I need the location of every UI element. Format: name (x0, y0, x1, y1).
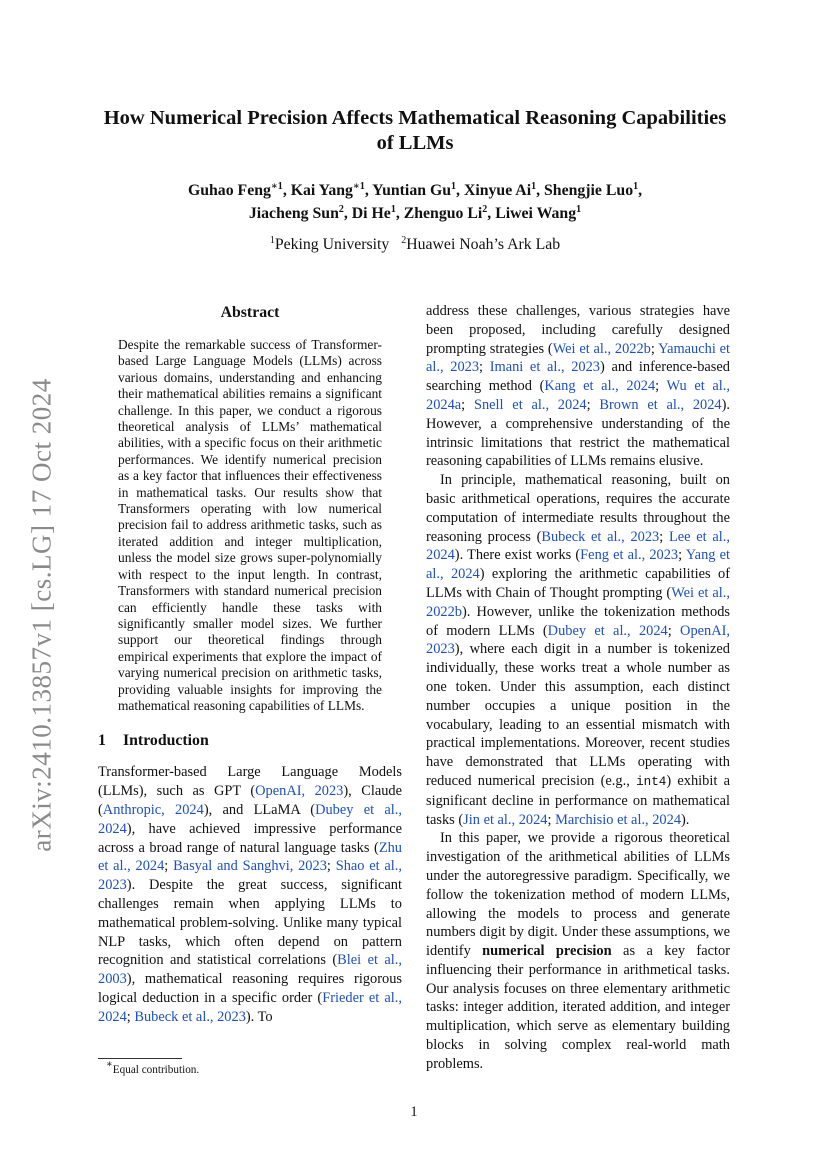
text-run: ; (547, 811, 556, 828)
citation-link[interactable]: Wei et al., 2022b (552, 340, 651, 357)
text-run: ; (479, 359, 490, 376)
text-run: In principle, mathematical reasoning, built on basic arithmetical operations, requires the accurate computation of intermediate results throughout the reasoning process ( (426, 472, 730, 545)
citation-link[interactable]: Brown et al., 2024 (599, 396, 722, 413)
citation-link[interactable]: Marchisio et al., 2024 (555, 811, 682, 828)
text-run: ). However, a comprehensive understanding of the intrinsic limitations that restrict the mathematical reasoning capabilities of LLMs remains elusive. (426, 396, 730, 470)
affil-mark: 2 (401, 235, 407, 246)
citation-link[interactable]: Anthropic, 2024 (102, 801, 204, 818)
citation-link[interactable]: Shao et al., 2023 (98, 858, 402, 894)
abstract-heading: Abstract (220, 304, 280, 321)
text-run: Transformer-based Large Language Models (LLMs), such as GPT ( (98, 764, 402, 800)
author-affiliation-mark: 2 (338, 204, 344, 215)
author-name: Kai Yang (290, 182, 353, 199)
author-affiliation-mark: 1 (531, 181, 537, 192)
footnote-mark: ∗ (106, 1059, 113, 1070)
section-title: Introduction (123, 732, 209, 750)
text-run: ), mathematical reasoning requires rigorous logical deduction in a specific order ( (98, 971, 402, 1006)
citation-link[interactable]: Imani et al., 2023 (489, 359, 601, 376)
intro-paragraph-3 (426, 829, 730, 1073)
text-run: ), where each digit in a number is tokenized individually, these works treat a whole number as one token. Under this assumption, each distinct number occupies a unique position in the vocabulary, leading to an essential mismatch with practical implementations. Moreover, recent studies have demonstrated that LLMs operating with reduced numerical precision (e.g., (426, 641, 730, 789)
footnote (106, 1059, 200, 1076)
citation-link[interactable]: Blei et al., 2003 (98, 952, 402, 988)
citation-link[interactable]: Jin et al., 2024 (463, 811, 548, 828)
author-affiliation-mark: 1 (451, 181, 457, 192)
affil-mark: 1 (269, 235, 275, 246)
author-line-1: Guhao Feng$^{∗1}$, Kai Yang$^{∗1}$, Yuntian Gu$^1$, Xinyue Ai$^1$, Shengjie Luo$^1$, (187, 181, 643, 199)
author-affiliation-mark: 2 (482, 204, 488, 215)
left-column (98, 304, 402, 1027)
text-run: ) and inference-based searching method ( (426, 359, 730, 395)
author-affiliation-mark: ∗1 (270, 181, 283, 192)
intro-paragraph-2 (426, 471, 730, 829)
text-run: ; (650, 340, 659, 357)
citation-link[interactable]: Bubeck et al., 2023 (541, 528, 660, 545)
citation-link[interactable]: Dubey et al., 2024 (547, 622, 668, 639)
citation-link[interactable]: Dubey et al., 2024 (98, 801, 402, 837)
citation-link[interactable]: Yamauchi et al., 2023 (426, 340, 731, 376)
text-run: ; (659, 528, 669, 545)
text-run: ; (586, 396, 600, 413)
text-run: address these challenges, various strategies have been proposed, including carefully designed prompting strategies ( (426, 303, 730, 357)
citation-link[interactable]: Zhu et al., 2024 (98, 839, 402, 875)
section-heading (98, 732, 402, 750)
right-column (426, 302, 730, 1074)
citation-link[interactable]: Lee et al., 2024 (426, 528, 730, 564)
page-number: 1 (410, 1104, 418, 1120)
citation-link[interactable]: Basyal and Sanghvi, 2023 (173, 858, 327, 875)
author-name: Shengjie Luo (544, 182, 634, 199)
footnote-text: Equal contribution. (112, 1064, 200, 1076)
arxiv-sidebar (22, 360, 62, 870)
author-affiliation-mark: ∗1 (352, 181, 365, 192)
author-name: Liwei Wang (495, 205, 577, 222)
text-run: ; (326, 858, 336, 875)
abstract-text: Despite the remarkable success of Transformer-based Large Language Models (LLMs) across various domains, understanding and enhancing their mathematical abilities remains a significant challenge. In this paper, we conduct a rigorous theoretical analysis of LLMs’ mathematical abilities, with a specific focus on their arithmetic performances. We identify numerical precision as a key factor that influences their effectiveness in mathematical tasks. Our results show that Transformers operating with low numerical precision fail to address arithmetic tasks, such as iterated addition and integer multiplication, unless the model size grows super-polynomially with respect to the input length. In contrast, Transformers with standard numerical precision can efficiently handle these tasks with significantly smaller model sizes. We further support our theoretical findings through empirical experiments that explore the impact of varying numerical precision on arithmetic tasks, providing valuable insights for improving the mathematical reasoning capabilities of LLMs. (118, 337, 382, 713)
citation-link[interactable]: Frieder et al., 2024 (98, 989, 402, 1025)
text-run: In this paper, we provide a rigorous theoretical investigation of the arithmetical abilities of LLMs under the autoregressive paradigm. Specifically, we follow the tokenization method of modern LLMs, allowing the models to process and generate numbers digit by digit. Under these assumptions, we identify (426, 830, 730, 960)
text-run: ). To (245, 1008, 273, 1025)
author-name: Jiacheng Sun (248, 205, 339, 222)
citation-link[interactable]: Wu et al., 2024a (426, 378, 730, 413)
author-name: Xinyue Ai (463, 182, 532, 199)
text-run: ). There exist works ( (454, 547, 581, 564)
text-run: ; (164, 858, 174, 875)
citation-link[interactable]: Wei et al., 2022b (426, 584, 730, 620)
author-name: Di He (351, 205, 391, 222)
section-number: 1 (98, 732, 106, 750)
bold-term: numerical precision (482, 943, 612, 960)
author-affiliation-mark: 1 (633, 181, 639, 192)
citation-link[interactable]: Feng et al., 2023 (580, 547, 679, 564)
text-run: ), have achieved impressive performance across a broad range of natural language tasks ( (98, 820, 402, 856)
text-run: ) exhibit a significant decline in performance on mathematical tasks ( (426, 772, 730, 828)
text-run: ; (667, 622, 681, 639)
author-name: Zhenguo Li (403, 205, 483, 222)
author-affiliation-mark: 1 (576, 204, 582, 215)
text-run: ; (678, 547, 686, 564)
text-run: ). Despite the great success, significant challenges remain when applying LLMs to mathematical problem-solving. Unlike many typical NLP tasks, which often depend on pattern recognition and statistical correlations ( (98, 877, 402, 969)
text-run: ) exploring the arithmetic capabilities of LLMs with Chain of Thought prompting ( (426, 566, 730, 601)
text-run: ). However, unlike the tokenization methods of modern LLMs ( (426, 603, 730, 639)
text-run: ). (681, 811, 690, 828)
author-name: Guhao Feng (187, 182, 271, 199)
citation-link[interactable]: Snell et al., 2024 (473, 396, 587, 413)
text-run: ; (461, 396, 474, 413)
text-run: ; (655, 378, 667, 395)
arxiv-stamp: arXiv:2410.13857v1 [cs.LG] 17 Oct 2024 (26, 378, 57, 852)
affiliations (140, 236, 690, 254)
citation-link[interactable]: Kang et al., 2024 (544, 378, 656, 395)
paper-title: How Numerical Precision Affects Mathematical Reasoning Capabilities of LLMs (103, 107, 727, 154)
author-name: Yuntian Gu (372, 182, 452, 199)
citation-link[interactable]: OpenAI, 2023 (255, 783, 344, 800)
text-run: ), and LLaMA ( (203, 801, 316, 818)
inline-code: int4 (636, 774, 667, 789)
affil-name: Peking University (274, 236, 390, 253)
text-run: ; (126, 1008, 135, 1025)
author-affiliation-mark: 1 (390, 204, 396, 215)
author-list (140, 179, 690, 225)
intro-paragraph-1-continued (426, 302, 730, 471)
citation-link[interactable]: OpenAI, 2023 (426, 622, 730, 658)
affil-name: Huawei Noah’s Ark Lab (406, 236, 561, 253)
text-run: ), Claude ( (98, 783, 403, 818)
intro-paragraph-1 (98, 763, 402, 1026)
citation-link[interactable]: Bubeck et al., 2023 (134, 1008, 246, 1025)
author-line-2: Jiacheng Sun$^2$, Di He$^1$, Zhenguo Li$^2$, Liwei Wang$^1$ (248, 204, 582, 222)
text-run: as a key factor influencing their performance in arithmetical tasks. Our analysis focuses on three elementary arithmetic tasks: integer addition, iterated addition, and integer multiplication, which serve as elementary building blocks in solving complex real-world math problems. (426, 943, 730, 1072)
citation-link[interactable]: Yang et al., 2024 (426, 547, 730, 583)
